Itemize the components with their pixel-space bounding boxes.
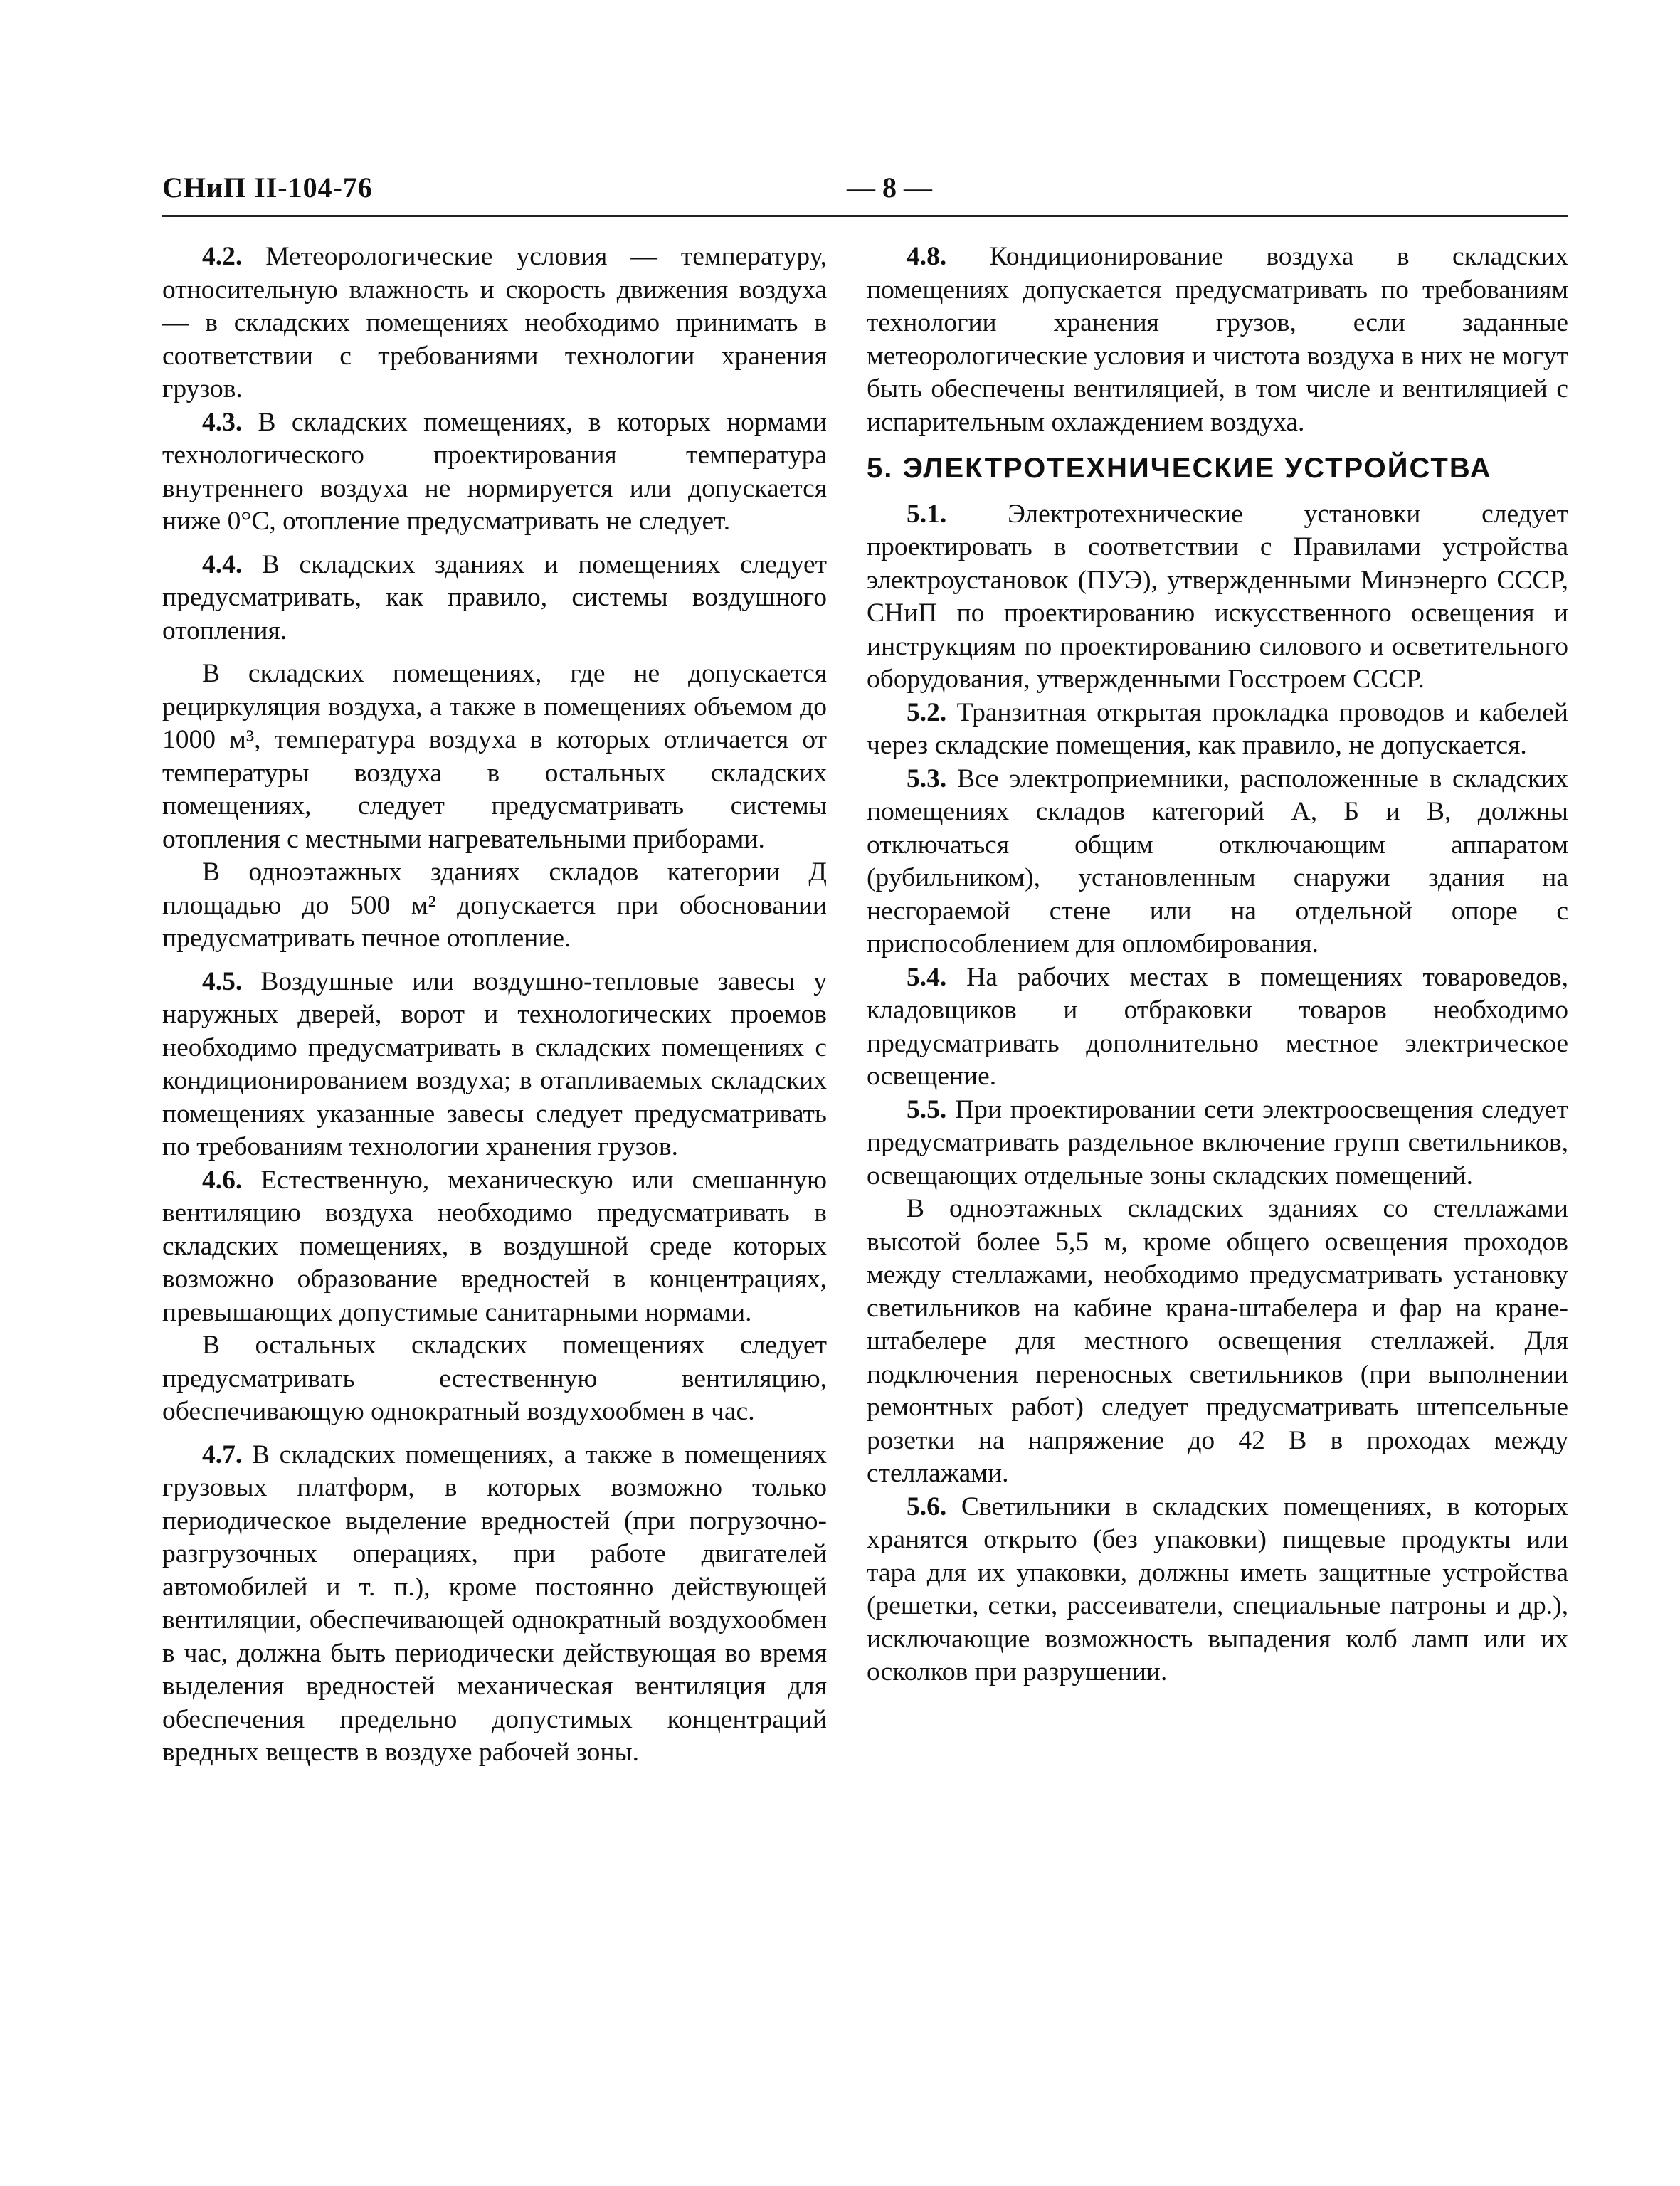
clause-4-5 <box>162 966 827 1164</box>
clause-text: Все электроприемники, расположенные в складских помещениях складов категорий А, Б и В, должны отключаться общим отключающим аппаратом (рубильником), установленным снаружи здания на несгораемой стене или на отдельной опоре с приспособлением для опломбирования. <box>867 764 1568 959</box>
clause-number: 5.1. <box>907 499 947 529</box>
clause-number: 5.5. <box>907 1094 947 1124</box>
clause-5-1 <box>867 498 1568 697</box>
clause-text: В складских помещениях, где не допускается рециркуляция воздуха, а также в помещениях объемом до 1000 м³, температура воздуха в которых отличается от температуры воздуха в остальных складских помещениях, следует предусматривать системы отопления с местными нагревательными приборами. <box>162 659 827 854</box>
clause-text: Кондиционирование воздуха в складских помещениях допускается предусматривать по требованиям технологии хранения грузов, если заданные метеорологические условия и чистота воздуха в них не могут быть обеспечены вентиляцией, в том числе и вентиляцией с испарительным охлаждением воздуха. <box>867 242 1568 437</box>
clause-5-5-paragraph-2 <box>867 1193 1568 1491</box>
clause-text: При проектировании сети электроосвещения следует предусматривать раздельное включение групп светильников, освещающих отдельные зоны складских помещений. <box>867 1094 1568 1190</box>
clause-5-2 <box>867 697 1568 763</box>
clause-number: 5.4. <box>907 962 947 992</box>
clause-4-7 <box>162 1439 827 1770</box>
clause-text: В одноэтажных зданиях складов категории Д площадью до 500 м² допускается при обосновании предусматривать печное отопление. <box>162 857 827 953</box>
clause-number: 5.3. <box>907 764 947 793</box>
clause-text: Светильники в складских помещениях, в которых хранятся открыто (без упаковки) пищевые продукты или тара для их упаковки, должны иметь защитные устройства (решетки, сетки, рассеиватели, специальные патроны и др.), исключающие возможность выпадения колб ламп или их осколков при разрушении. <box>867 1491 1568 1686</box>
clause-number: 4.3. <box>202 407 243 437</box>
clause-4-4-paragraph-3 <box>162 856 827 956</box>
left-column <box>162 241 827 1770</box>
document-code: СНиП II-104-76 <box>162 171 373 204</box>
clause-text: Метеорологические условия — температуру, относительную влажность и скорость движения воздуха — в складских помещениях необходимо принимать в соответствии с требованиями технологии хранения грузов. <box>162 242 827 403</box>
clause-5-6 <box>867 1491 1568 1689</box>
clause-5-5 <box>867 1094 1568 1193</box>
clause-4-4-paragraph-2 <box>162 658 827 856</box>
clause-4-8 <box>867 241 1568 439</box>
clause-text: На рабочих местах в помещениях товароведов, кладовщиков и отбраковки товаров необходимо предусматривать дополнительно местное электрическое освещение. <box>867 962 1568 1091</box>
clause-4-6-paragraph-2 <box>162 1329 827 1429</box>
right-column <box>867 241 1568 1689</box>
clause-text: В складских помещениях, в которых нормами технологического проектирования температура внутреннего воздуха не нормируется или допускается ниже 0°С, отопление предусматривать не следует. <box>162 407 827 536</box>
clause-text: В складских помещениях, а также в помещениях грузовых платформ, в которых возможно только периодическое выделение вредностей (при погрузочно-разгрузочных операциях, при работе двигателей автомобилей и т. п.), кроме постоянно действующей вентиляции, обеспечивающей однократный воздухообмен в час, должна быть периодически действующая во время выделения вредностей механическая вентиляция для обеспечения предельно допустимых концентраций вредных веществ в воздухе рабочей зоны. <box>162 1440 827 1767</box>
clause-number: 5.6. <box>907 1491 947 1521</box>
clause-text: Транзитная открытая прокладка проводов и кабелей через складские помещения, как правило, не допускается. <box>867 697 1568 760</box>
clause-number: 4.4. <box>202 549 243 579</box>
clause-number: 4.2. <box>202 242 243 271</box>
clause-number: 4.6. <box>202 1165 243 1195</box>
clause-number: 4.5. <box>202 966 243 996</box>
clause-text: Электротехнические установки следует проектировать в соответствии с Правилами устройства электроустановок (ПУЭ), утвержденными Минэнерго СССР, СНиП по проектированию искусственного освещения и инструкциям по проектированию силового и осветительного оборудования, утвержденными Госстроем СССР. <box>867 499 1568 694</box>
clause-4-4 <box>162 549 827 648</box>
clause-text: В одноэтажных складских зданиях со стеллажами высотой более 5,5 м, кроме общего освещения проходов между стеллажами, необходимо предусматривать установку светильников на кабине крана-штабелера и фар на кране-штабелере для местного освещения стеллажей. Для подключения переносных светильников (при выполнении ремонтных работ) следует предусматривать штепсельные розетки на напряжение до 42 В в проходах между стеллажами. <box>867 1194 1568 1488</box>
clause-number: 5.2. <box>907 697 947 727</box>
clause-5-4 <box>867 961 1568 1094</box>
page-number: — 8 — <box>847 171 932 204</box>
clause-4-2 <box>162 241 827 406</box>
clause-text: Естественную, механическую или смешанную вентиляцию воздуха необходимо предусматривать в складских помещениях, в воздушной среде которых возможно образование вредностей в концентрациях, превышающих допустимые санитарными нормами. <box>162 1165 827 1327</box>
clause-number: 4.8. <box>907 242 947 271</box>
clause-number: 4.7. <box>202 1440 243 1469</box>
header-rule <box>162 215 1568 217</box>
clause-4-3 <box>162 406 827 539</box>
page-header <box>162 171 1568 215</box>
section-heading: 5. ЭЛЕКТРОТЕХНИЧЕСКИЕ УСТРОЙСТВА <box>867 453 1492 484</box>
clause-text: В остальных складских помещениях следует предусматривать естественную вентиляцию, обеспечивающую однократный воздухообмен в час. <box>162 1331 827 1426</box>
clause-4-6 <box>162 1164 827 1330</box>
clause-5-3 <box>867 763 1568 961</box>
clause-text: Воздушные или воздушно-тепловые завесы у наружных дверей, ворот и технологических проемов необходимо предусматривать в складских помещениях с кондиционированием воздуха; в отапливаемых складских помещениях указанные завесы следует предусматривать по требованиям технологии хранения грузов. <box>162 966 827 1161</box>
clause-text: В складских зданиях и помещениях следует предусматривать, как правило, системы воздушного отопления. <box>162 549 827 645</box>
